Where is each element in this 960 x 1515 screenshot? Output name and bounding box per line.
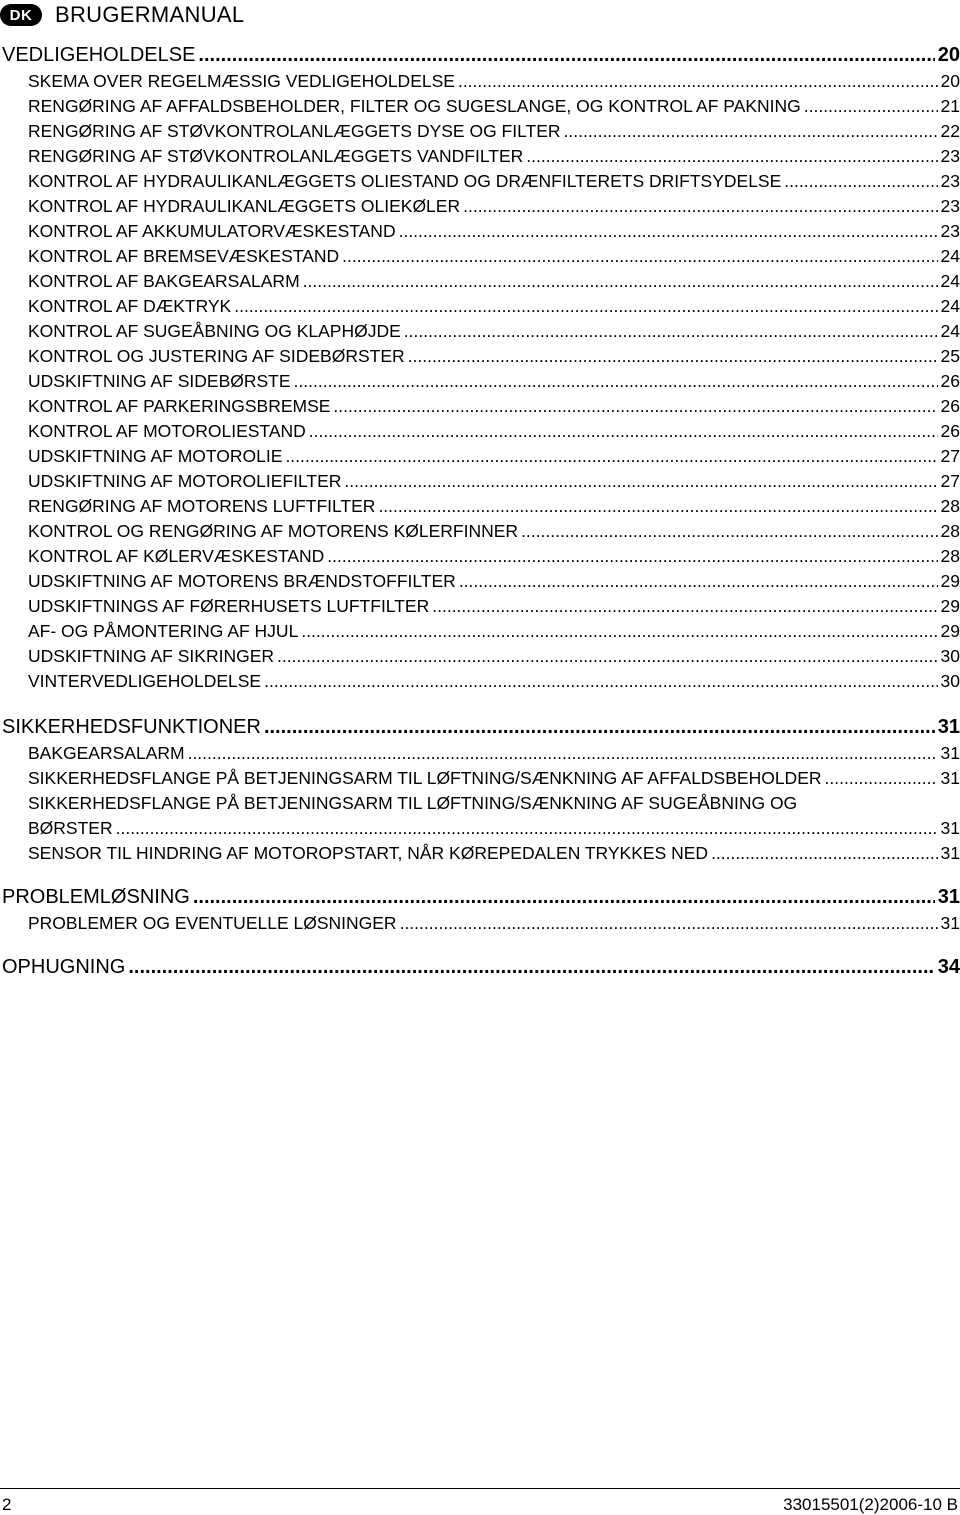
page-number: 2 bbox=[2, 1495, 12, 1514]
toc-section[interactable] bbox=[2, 954, 960, 981]
dot-leader bbox=[784, 169, 937, 194]
toc-item-page: 27 bbox=[940, 471, 960, 491]
toc-item[interactable] bbox=[0, 816, 960, 841]
toc-section[interactable] bbox=[2, 42, 960, 69]
section-page: 20 bbox=[937, 44, 960, 66]
section-page: 31 bbox=[937, 886, 960, 908]
toc-item[interactable] bbox=[0, 911, 960, 936]
toc-item-page: 23 bbox=[940, 196, 960, 216]
toc-item-text: UDSKIFTNING AF MOTOROLIE bbox=[28, 446, 283, 466]
toc-item-text: KONTROL AF SUGEÅBNING OG KLAPHØJDE bbox=[28, 321, 401, 341]
toc-item-page: 31 bbox=[940, 768, 960, 788]
toc-item-text: KONTROL AF DÆKTRYK bbox=[28, 296, 232, 316]
language-badge: DK bbox=[0, 4, 42, 26]
toc-item-page: 23 bbox=[940, 221, 960, 241]
toc-item-text: KONTROL AF MOTOROLIESTAND bbox=[28, 421, 306, 441]
section-title: VEDLIGEHOLDELSE bbox=[2, 44, 196, 66]
toc-item[interactable] bbox=[0, 94, 960, 119]
toc-item-page: 22 bbox=[940, 121, 960, 141]
toc-item[interactable] bbox=[0, 419, 960, 444]
dot-leader bbox=[303, 269, 938, 294]
document-code: 33015501(2)2006-10 B bbox=[783, 1495, 958, 1514]
toc-item-text: RENGØRING AF AFFALDSBEHOLDER, FILTER OG SUGESLANGE, OG KONTROL AF PAKNING bbox=[28, 96, 801, 116]
dot-leader bbox=[432, 594, 937, 619]
toc-item[interactable] bbox=[0, 344, 960, 369]
toc-item-page: 24 bbox=[940, 246, 960, 266]
toc-item[interactable] bbox=[0, 841, 960, 866]
toc-item-text: KONTROL OG JUSTERING AF SIDEBØRSTER bbox=[28, 346, 405, 366]
toc-item-page: 23 bbox=[940, 171, 960, 191]
toc-item[interactable] bbox=[0, 569, 960, 594]
dot-leader bbox=[458, 69, 938, 94]
toc-item[interactable] bbox=[0, 369, 960, 394]
dot-leader bbox=[277, 644, 938, 669]
toc-item-page: 28 bbox=[940, 496, 960, 516]
toc-item-page: 27 bbox=[940, 446, 960, 466]
dot-leader bbox=[301, 619, 937, 644]
dot-leader bbox=[309, 419, 938, 444]
manual-title: BRUGERMANUAL bbox=[55, 2, 245, 27]
toc-item[interactable] bbox=[0, 244, 960, 269]
dot-leader bbox=[342, 244, 937, 269]
dot-leader bbox=[285, 444, 937, 469]
dot-leader bbox=[193, 884, 935, 911]
toc-item-text: KONTROL OG RENGØRING AF MOTORENS KØLERFINNER bbox=[28, 521, 519, 541]
toc-item[interactable] bbox=[0, 644, 960, 669]
dot-leader bbox=[521, 519, 937, 544]
toc-item-page: 26 bbox=[940, 371, 960, 391]
toc-item-page: 31 bbox=[940, 913, 960, 933]
toc-item-page: 28 bbox=[940, 546, 960, 566]
toc-item-page: 26 bbox=[940, 421, 960, 441]
toc-item-page: 24 bbox=[940, 296, 960, 316]
dot-leader bbox=[327, 544, 937, 569]
toc-item-text: KONTROL AF AKKUMULATORVÆSKESTAND bbox=[28, 221, 396, 241]
dot-leader bbox=[564, 119, 938, 144]
toc-item[interactable] bbox=[0, 519, 960, 544]
toc-item-page: 30 bbox=[940, 646, 960, 666]
toc-item-text: AF- OG PÅMONTERING AF HJUL bbox=[28, 621, 299, 641]
toc-item-page: 24 bbox=[940, 271, 960, 291]
dot-leader bbox=[234, 294, 937, 319]
toc-item[interactable] bbox=[0, 544, 960, 569]
toc-item-text: SKEMA OVER REGELMÆSSIG VEDLIGEHOLDELSE bbox=[28, 71, 455, 91]
table-of-contents bbox=[0, 42, 960, 981]
dot-leader bbox=[128, 954, 934, 981]
dot-leader bbox=[188, 741, 938, 766]
toc-item-page: 30 bbox=[940, 671, 960, 691]
dot-leader bbox=[116, 816, 938, 841]
toc-item-text: BØRSTER bbox=[28, 818, 113, 838]
dot-leader bbox=[804, 94, 938, 119]
toc-item[interactable] bbox=[0, 669, 960, 694]
dot-leader bbox=[526, 144, 937, 169]
dot-leader bbox=[459, 569, 938, 594]
toc-item-page: 29 bbox=[940, 621, 960, 641]
toc-item-page: 24 bbox=[940, 321, 960, 341]
dot-leader bbox=[294, 369, 938, 394]
toc-item-page: 21 bbox=[940, 96, 960, 116]
dot-leader bbox=[711, 841, 937, 866]
dot-leader bbox=[198, 42, 934, 69]
toc-item-text: KONTROL AF HYDRAULIKANLÆGGETS OLIEKØLER bbox=[28, 196, 461, 216]
toc-item-text: PROBLEMER OG EVENTUELLE LØSNINGER bbox=[28, 913, 397, 933]
toc-item-first-line[interactable]: SIKKERHEDSFLANGE PÅ BETJENINGSARM TIL LØFTNING/SÆNKNING AF SUGEÅBNING OG bbox=[28, 793, 798, 813]
toc-item-text: VINTERVEDLIGEHOLDELSE bbox=[28, 671, 262, 691]
section-title: OPHUGNING bbox=[2, 956, 126, 978]
toc-item-text: UDSKIFTNING AF SIKRINGER bbox=[28, 646, 274, 666]
dot-leader bbox=[264, 669, 937, 694]
toc-item[interactable] bbox=[0, 119, 960, 144]
section-title: SIKKERHEDSFUNKTIONER bbox=[2, 716, 261, 738]
toc-item-page: 25 bbox=[940, 346, 960, 366]
toc-item[interactable] bbox=[0, 741, 960, 766]
toc-item[interactable] bbox=[0, 394, 960, 419]
toc-section[interactable] bbox=[2, 884, 960, 911]
toc-item[interactable] bbox=[0, 194, 960, 219]
toc-item-page: 29 bbox=[940, 571, 960, 591]
section-page: 34 bbox=[937, 956, 960, 978]
toc-item-page: 31 bbox=[940, 843, 960, 863]
toc-item-page: 29 bbox=[940, 596, 960, 616]
toc-item-page: 23 bbox=[940, 146, 960, 166]
toc-item-text: UDSKIFTNING AF SIDEBØRSTE bbox=[28, 371, 291, 391]
toc-item[interactable] bbox=[0, 766, 960, 791]
toc-section[interactable] bbox=[2, 714, 960, 741]
toc-item-text: UDSKIFTNING AF MOTORENS BRÆNDSTOFFILTER bbox=[28, 571, 456, 591]
dot-leader bbox=[344, 469, 937, 494]
toc-item-text: RENGØRING AF MOTORENS LUFTFILTER bbox=[28, 496, 376, 516]
toc-item-text: RENGØRING AF STØVKONTROLANLÆGGETS VANDFILTER bbox=[28, 146, 524, 166]
dot-leader bbox=[404, 319, 938, 344]
page-footer bbox=[0, 1488, 960, 1513]
toc-item[interactable] bbox=[0, 169, 960, 194]
page-header bbox=[0, 0, 960, 30]
toc-item-text: KONTROL AF KØLERVÆSKESTAND bbox=[28, 546, 325, 566]
toc-item-page: 26 bbox=[940, 396, 960, 416]
toc-item[interactable] bbox=[0, 144, 960, 169]
dot-leader bbox=[408, 344, 938, 369]
toc-item-text: KONTROL AF HYDRAULIKANLÆGGETS OLIESTAND OG DRÆNFILTERETS DRIFTSYDELSE bbox=[28, 171, 782, 191]
dot-leader bbox=[264, 714, 935, 741]
toc-item[interactable] bbox=[0, 494, 960, 519]
toc-item-text: UDSKIFTNINGS AF FØRERHUSETS LUFTFILTER bbox=[28, 596, 430, 616]
toc-item-text: UDSKIFTNING AF MOTOROLIEFILTER bbox=[28, 471, 342, 491]
toc-item-text: KONTROL AF BAKGEARSALARM bbox=[28, 271, 300, 291]
toc-item[interactable] bbox=[0, 294, 960, 319]
toc-item-text: SENSOR TIL HINDRING AF MOTOROPSTART, NÅR KØREPEDALEN TRYKKES NED bbox=[28, 843, 709, 863]
toc-item[interactable] bbox=[0, 269, 960, 294]
dot-leader bbox=[825, 766, 938, 791]
dot-leader bbox=[378, 494, 937, 519]
toc-item[interactable] bbox=[0, 69, 960, 94]
section-page: 31 bbox=[937, 716, 960, 738]
toc-item-text: KONTROL AF PARKERINGSBREMSE bbox=[28, 396, 331, 416]
toc-item[interactable] bbox=[0, 594, 960, 619]
toc-item-text: BAKGEARSALARM bbox=[28, 743, 185, 763]
toc-item-page: 31 bbox=[940, 818, 960, 838]
dot-leader bbox=[463, 194, 937, 219]
toc-item[interactable] bbox=[0, 619, 960, 644]
toc-item[interactable] bbox=[0, 469, 960, 494]
toc-item[interactable] bbox=[0, 219, 960, 244]
toc-item[interactable] bbox=[0, 444, 960, 469]
toc-item-text: KONTROL AF BREMSEVÆSKESTAND bbox=[28, 246, 340, 266]
toc-item-page: 31 bbox=[940, 743, 960, 763]
toc-item-page: 28 bbox=[940, 521, 960, 541]
toc-item-page: 20 bbox=[940, 71, 960, 91]
toc-item-text: SIKKERHEDSFLANGE PÅ BETJENINGSARM TIL LØFTNING/SÆNKNING AF AFFALDSBEHOLDER bbox=[28, 768, 822, 788]
dot-leader bbox=[399, 219, 938, 244]
toc-item[interactable] bbox=[0, 319, 960, 344]
dot-leader bbox=[333, 394, 937, 419]
toc-item-text: RENGØRING AF STØVKONTROLANLÆGGETS DYSE OG FILTER bbox=[28, 121, 561, 141]
section-title: PROBLEMLØSNING bbox=[2, 886, 190, 908]
dot-leader bbox=[400, 911, 938, 936]
